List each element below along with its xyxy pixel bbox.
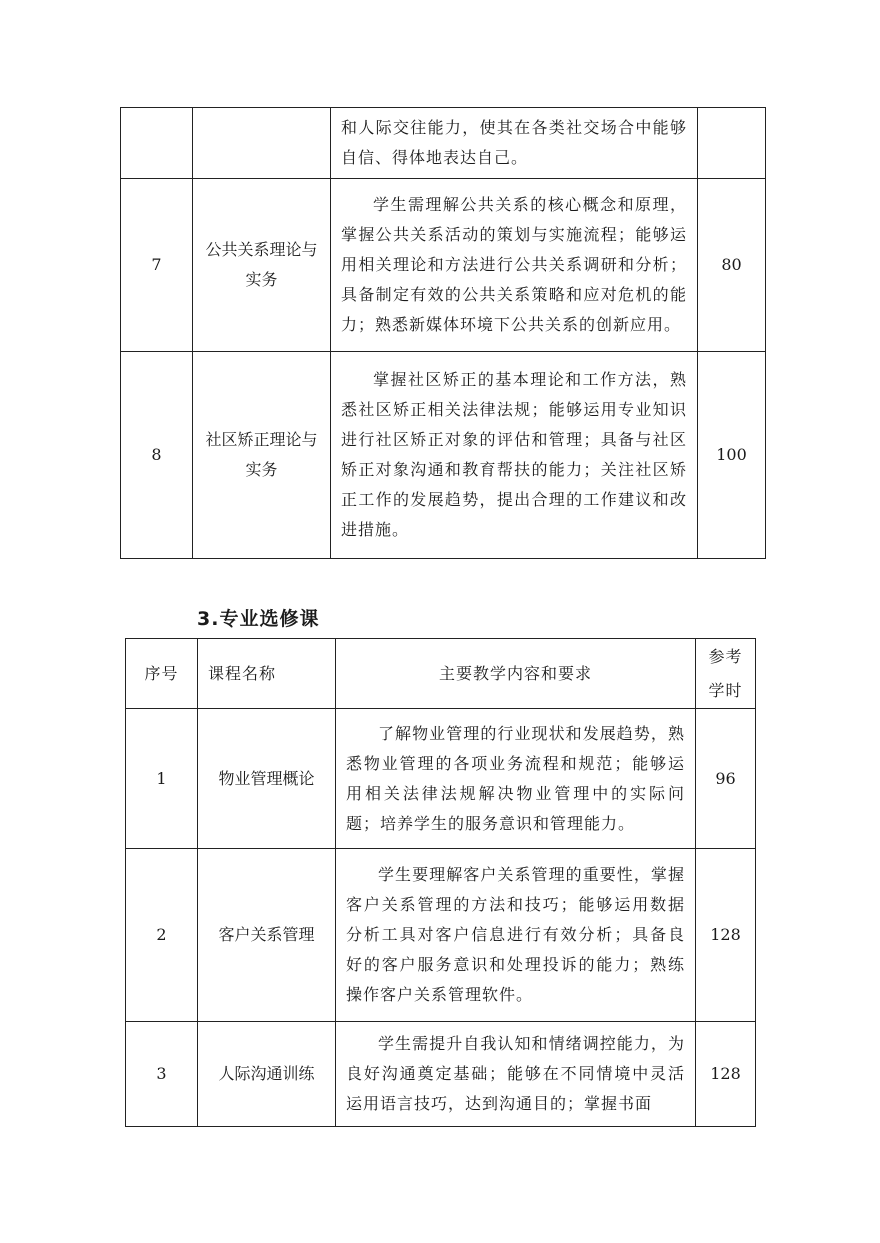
course-hours: 80	[698, 179, 766, 352]
course-number	[121, 108, 193, 179]
course-content: 了解物业管理的行业现状和发展趋势，熟悉物业管理的各项业务流程和规范；能够运用相关法律法规解决物业管理中的实际问题；培养学生的服务意识和管理能力。	[336, 709, 696, 849]
course-name	[193, 108, 331, 179]
table-row	[121, 179, 766, 352]
table-header-row	[126, 639, 756, 709]
course-number: 8	[121, 352, 193, 559]
course-name: 物业管理概论	[198, 709, 336, 849]
elective-course-table	[125, 638, 756, 1127]
course-content: 和人际交往能力，使其在各类社交场合中能够自信、得体地表达自己。	[331, 108, 698, 179]
section-heading: 3.专业选修课	[197, 608, 320, 630]
header-hours: 参考学时	[696, 639, 756, 709]
table-row	[121, 108, 766, 179]
course-name: 人际沟通训练	[198, 1022, 336, 1127]
header-number: 序号	[126, 639, 198, 709]
course-number: 2	[126, 849, 198, 1022]
table-row	[126, 849, 756, 1022]
course-hours: 128	[696, 849, 756, 1022]
course-content: 学生需提升自我认知和情绪调控能力，为良好沟通奠定基础；能够在不同情境中灵活运用语言技巧，达到沟通目的；掌握书面	[336, 1022, 696, 1127]
course-content: 学生要理解客户关系管理的重要性，掌握客户关系管理的方法和技巧；能够运用数据分析工具对客户信息进行有效分析；具备良好的客户服务意识和处理投诉的能力；熟练操作客户关系管理软件。	[336, 849, 696, 1022]
table-row	[126, 709, 756, 849]
course-hours: 100	[698, 352, 766, 559]
course-name: 客户关系管理	[198, 849, 336, 1022]
course-number: 3	[126, 1022, 198, 1127]
course-number: 7	[121, 179, 193, 352]
course-content: 掌握社区矫正的基本理论和工作方法，熟悉社区矫正相关法律法规；能够运用专业知识进行社区矫正对象的评估和管理；具备与社区矫正对象沟通和教育帮扶的能力；关注社区矫正工作的发展趋势，提出合理的工作建议和改进措施。	[331, 352, 698, 559]
course-number: 1	[126, 709, 198, 849]
course-hours	[698, 108, 766, 179]
course-hours: 128	[696, 1022, 756, 1127]
course-name: 社区矫正理论与实务	[193, 352, 331, 559]
course-content: 学生需理解公共关系的核心概念和原理，掌握公共关系活动的策划与实施流程；能够运用相关理论和方法进行公共关系调研和分析；具备制定有效的公共关系策略和应对危机的能力；熟悉新媒体环境下公共关系的创新应用。	[331, 179, 698, 352]
course-name: 公共关系理论与实务	[193, 179, 331, 352]
course-hours: 96	[696, 709, 756, 849]
header-content: 主要教学内容和要求	[336, 639, 696, 709]
course-table-continued	[120, 107, 766, 559]
table-row	[121, 352, 766, 559]
table-row	[126, 1022, 756, 1127]
header-course-name: 课程名称	[198, 639, 336, 709]
